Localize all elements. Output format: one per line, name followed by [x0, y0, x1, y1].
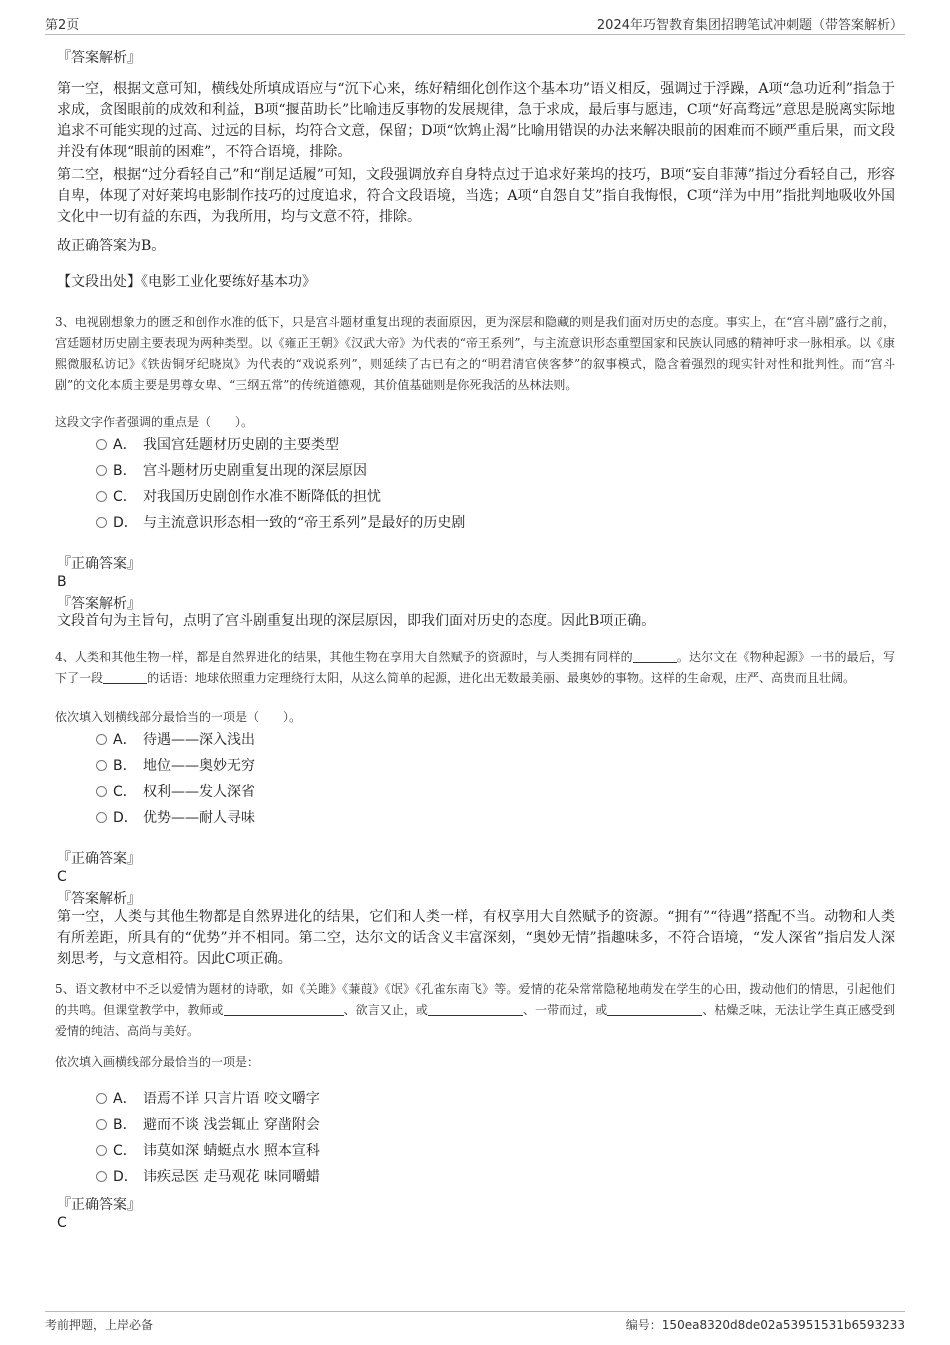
correct-answer-label: 『正确答案』 [57, 556, 141, 572]
option-3b[interactable]: B． 宫斗题材历史剧重复出现的深层原因 [96, 461, 367, 481]
option-3c[interactable]: C． 对我国历史剧创作水准不断降低的担忧 [96, 487, 381, 507]
analysis-paragraph-1: 第一空，根据文意可知，横线处所填成语应与“沉下心来，练好精细化创作这个基本功”语义相反，强调过于浮躁，A项“急功近利”指急于求成，贪图眼前的成效和利益，B项“揠苗助长”比喻违反事物的发展规律，急于求成，最后事与愿违，C项“好高骛远”意思是脱离实际地追求不可能实现的过高、过远的目标，均符合文意，保留；D项“饮鸩止渴”比喻用错误的办法来解决眼前的困难而不顾严重后果，而文段并没有体现“眼前的困难”，不符合语境，排除。 [57, 81, 895, 160]
analysis-3: 文段首句为主旨句，点明了宫斗剧重复出现的深层原因，即我们面对历史的态度。因此B项正确。 [57, 613, 656, 629]
question-4-stem: 4、人类和其他生物一样，都是自然界进化的结果，其他生物在享用大自然赋予的资源时，与人类拥有同样的 。达尔文在《物种起源》一书的最后，写下了一段 的话语：地球依照重力定理绕行太阳，从这么简单的起源，进化出无数最美丽、最奥妙的事物。这样的生命观，庄严、高贵而且壮阔。 [55, 650, 895, 685]
blank-1 [224, 1001, 344, 1016]
radio-icon[interactable] [96, 1119, 107, 1130]
radio-icon[interactable] [96, 491, 107, 502]
footer-slogan: 考前押题，上岸必备 [45, 1318, 154, 1332]
question-3-prompt: 这段文字作者强调的重点是（ ）。 [55, 415, 254, 429]
radio-icon[interactable] [96, 1171, 107, 1182]
blank-2 [428, 1001, 523, 1016]
option-5b[interactable]: B． 避而不谈 浅尝辄止 穿凿附会 [96, 1115, 320, 1135]
question-5-prompt: 依次填入画横线部分最恰当的一项是： [55, 1055, 260, 1069]
question-3-stem: 3、电视剧想象力的匮乏和创作水准的低下，只是宫斗题材重复出现的表面原因，更为深层和隐藏的则是我们面对历史的态度。事实上，在“宫斗剧”盛行之前，宫廷题材历史剧主要表现为两种类型。以《雍正王朝》《汉武大帝》为代表的“帝王系列”，与主流意识形态重塑国家和民族认同感的精神吁求一脉相承。以《康熙微服私访记》《铁齿铜牙纪晓岚》为代表的“戏说系列”，则延续了古已有之的“明君清官侠客梦”的叙事模式，隐含着强烈的现实针对性和批判性。而“宫斗剧”的文化本质主要是男尊女卑、“三纲五常”的传统道德观，其价值基础则是你死我活的丛林法则。 [55, 315, 895, 392]
correct-answer-label: 『正确答案』 [57, 1197, 141, 1213]
blank-3 [607, 1001, 702, 1016]
option-5a[interactable]: A． 语焉不详 只言片语 咬文嚼字 [96, 1089, 320, 1109]
source-note: 【文段出处】《电影工业化要练好基本功》 [57, 274, 316, 290]
blank-2 [103, 669, 147, 684]
option-4c[interactable]: C． 权利——发人深省 [96, 782, 255, 802]
radio-icon[interactable] [96, 517, 107, 528]
correct-answer-4: C [57, 869, 67, 885]
correct-answer-label: 『正确答案』 [57, 851, 141, 867]
analysis-conclusion: 故正确答案为B。 [57, 238, 166, 254]
correct-answer-3: B [57, 574, 67, 590]
analysis-paragraph-2: 第二空，根据“过分看轻自己”和“削足适履”可知，文段强调放弃自身特点过于追求好莱坞的技巧，B项“妄自菲薄”指过分看轻自己，形容自卑，体现了对好莱坞电影制作技巧的过度追求，符合文段语境，当选；A项“自怨自艾”指自我悔恨，C项“洋为中用”指批判地吸收外国文化中一切有益的东西，为我所用，均与文意不符，排除。 [57, 167, 895, 225]
option-3a[interactable]: A． 我国宫廷题材历史剧的主要类型 [96, 435, 339, 455]
document-id: 编号：150ea8320d8de02a53951531b6593233 [625, 1318, 905, 1332]
document-title: 2024年巧智教育集团招聘笔试冲刺题（带答案解析） [596, 18, 903, 33]
radio-icon[interactable] [96, 812, 107, 823]
radio-icon[interactable] [96, 734, 107, 745]
analysis-label: 『答案解析』 [57, 596, 141, 612]
radio-icon[interactable] [96, 1145, 107, 1156]
radio-icon[interactable] [96, 465, 107, 476]
blank-1 [633, 648, 677, 663]
analysis-label: 『答案解析』 [57, 50, 141, 66]
option-4a[interactable]: A． 待遇——深入浅出 [96, 730, 255, 750]
radio-icon[interactable] [96, 439, 107, 450]
option-5d[interactable]: D． 讳疾忌医 走马观花 味同嚼蜡 [96, 1167, 320, 1187]
question-5-stem: 5、语文教材中不乏以爱情为题材的诗歌，如《关雎》《蒹葭》《氓》《孔雀东南飞》等。爱情的花朵常常隐秘地萌发在学生的心田，拨动他们的情思，引起他们的共鸣。但课堂教学中，教师或 、欲言又止，或 、一带而过，或 、枯燥乏味，无法让学生真正感受到爱情的纯洁、高尚与美好。 [55, 982, 895, 1038]
page-number: 第2页 [45, 18, 80, 33]
radio-icon[interactable] [96, 1093, 107, 1104]
radio-icon[interactable] [96, 760, 107, 771]
page-footer [45, 1311, 905, 1332]
option-3d[interactable]: D． 与主流意识形态相一致的“帝王系列”是最好的历史剧 [96, 513, 465, 533]
option-5c[interactable]: C． 讳莫如深 蜻蜓点水 照本宣科 [96, 1141, 320, 1161]
option-4d[interactable]: D． 优势——耐人寻味 [96, 808, 255, 828]
analysis-4: 第一空，人类与其他生物都是自然界进化的结果，它们和人类一样，有权享用大自然赋予的资源。“拥有”“待遇”搭配不当。动物和人类有所差距，所具有的“优势”并不相同。第二空，达尔文的话含义丰富深刻，“奥妙无情”指趣味多，不符合语境，“发人深省”指启发人深刻思考，与文意相符。因此C项正确。 [57, 909, 895, 967]
radio-icon[interactable] [96, 786, 107, 797]
analysis-label: 『答案解析』 [57, 891, 141, 907]
question-4-prompt: 依次填入划横线部分最恰当的一项是（ ）。 [55, 710, 302, 724]
correct-answer-5: C [57, 1215, 67, 1231]
option-4b[interactable]: B． 地位——奥妙无穷 [96, 756, 255, 776]
page-header [45, 12, 905, 35]
